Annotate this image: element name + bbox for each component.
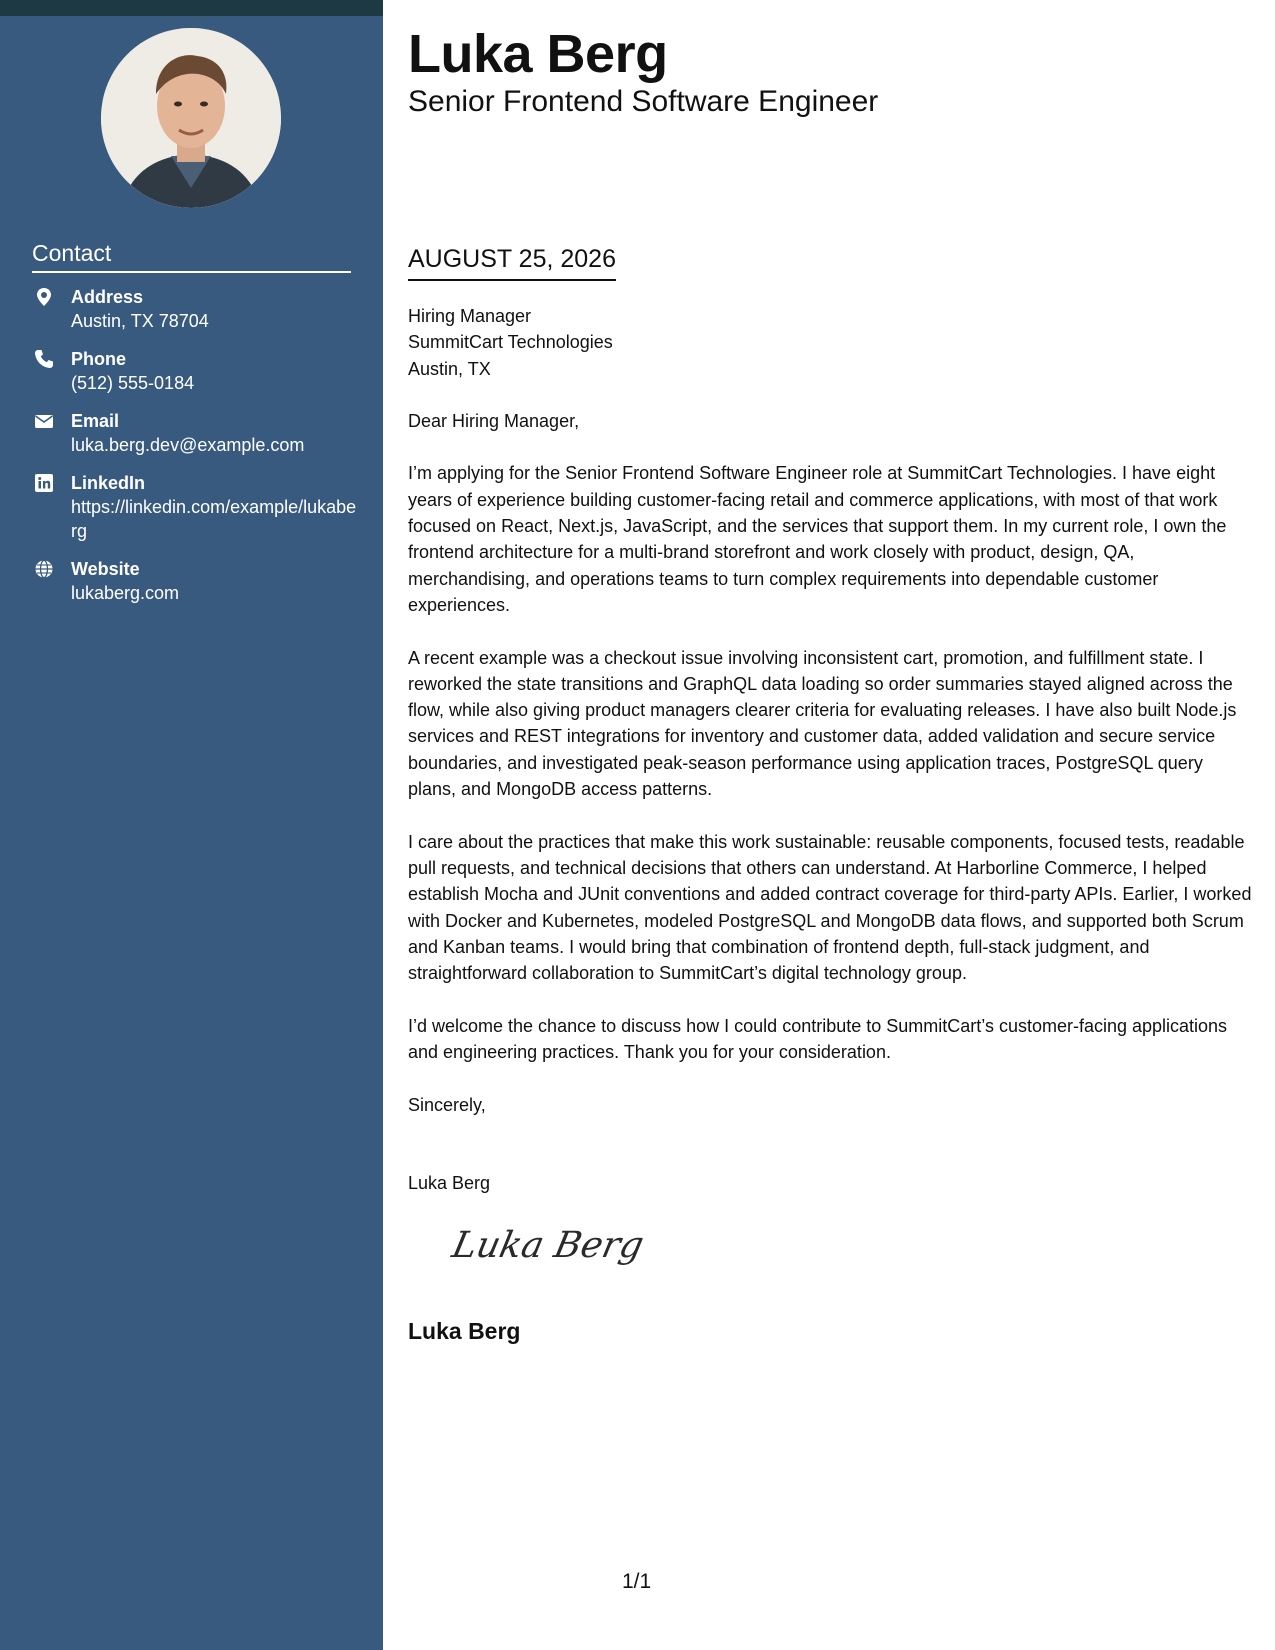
contact-email [32,409,362,457]
letter-date: AUGUST 25, 2026 [408,243,616,281]
footer-name: Luka Berg [408,1318,521,1344]
handwritten-signature: Luka Berg [448,1225,648,1266]
contact-label: Address [71,287,144,307]
profile-photo [101,28,281,208]
applicant-title: Senior Frontend Software Engineer [408,85,879,118]
sign-name: Luka Berg [408,1172,491,1193]
contact-website [32,557,362,605]
sidebar-top-bar [0,0,383,16]
recipient-line: Hiring Manager [408,306,532,326]
contact-label: Website [71,559,140,579]
contact-linkedin [32,471,362,543]
linkedin-value[interactable]: https://linkedin.com/example/lukaberg [71,497,357,541]
recipient-line: Austin, TX [408,358,491,379]
letter-body [408,303,1253,1196]
closing: Sincerely, [408,1094,486,1115]
phone-icon [34,349,54,369]
globe-icon [34,559,54,579]
phone-value: (512) 555-0184 [71,373,195,393]
contact-label: LinkedIn [71,473,146,493]
contact-address [32,285,362,333]
contact-label: Phone [71,349,127,369]
letter-paragraph: I’d welcome the chance to discuss how I could contribute to SummitCart’s customer-facing applications and engineering practices. Thank you for your consideration. [408,1015,1228,1063]
email-value[interactable]: luka.berg.dev@example.com [71,435,305,455]
website-value[interactable]: lukaberg.com [71,583,180,603]
linkedin-icon [34,473,54,493]
letter-paragraph: A recent example was a checkout issue involving inconsistent cart, promotion, and fulfillment state. I reworked the state transitions and GraphQL data loading so order summaries stayed aligned across the flow, while also giving product managers clearer criteria for evaluating releases. I have also built Node.js services and REST integrations for inventory and customer data, added validation and secure service boundaries, and investigated peak-season performance using application traces, PostgreSQL query plans, and MongoDB access patterns. [408,647,1237,800]
contact-list [32,285,362,619]
address-value: Austin, TX 78704 [71,311,209,331]
letter-paragraph: I care about the practices that make this work sustainable: reusable components, focused tests, readable pull requests, and technical decisions that others can understand. At Harborline Commerce, I helped establish Mocha and JUnit conventions and added contract coverage for third-party APIs. Earlier, I worked with Docker and Kubernetes, modeled PostgreSQL and MongoDB data flows, and supported both Scrum and Kanban teams. I would bring that combination of frontend depth, full-stack judgment, and straightforward collaboration to SummitCart’s digital technology group. [408,831,1252,984]
contact-phone [32,347,362,395]
salutation: Dear Hiring Manager, [408,410,580,431]
page-number: 1/1 [622,1570,652,1593]
contact-label: Email [71,411,120,431]
letter-paragraph: I’m applying for the Senior Frontend Software Engineer role at SummitCart Technologies. I have eight years of experience building customer-facing retail and commerce applications, with most of that work focused on React, Next.js, JavaScript, and the services that support them. In my current role, I own the frontend architecture for a multi-brand storefront and work closely with product, design, QA, merchandising, and operations teams to turn complex requirements into dependable customer experiences. [408,463,1227,615]
applicant-name: Luka Berg [408,24,668,84]
sidebar [0,0,383,1650]
recipient-line: SummitCart Technologies [408,332,613,353]
recipient-block [408,303,1253,382]
email-icon [34,411,54,431]
contact-heading: Contact [32,240,351,273]
location-pin-icon [34,287,54,307]
avatar [101,28,281,208]
